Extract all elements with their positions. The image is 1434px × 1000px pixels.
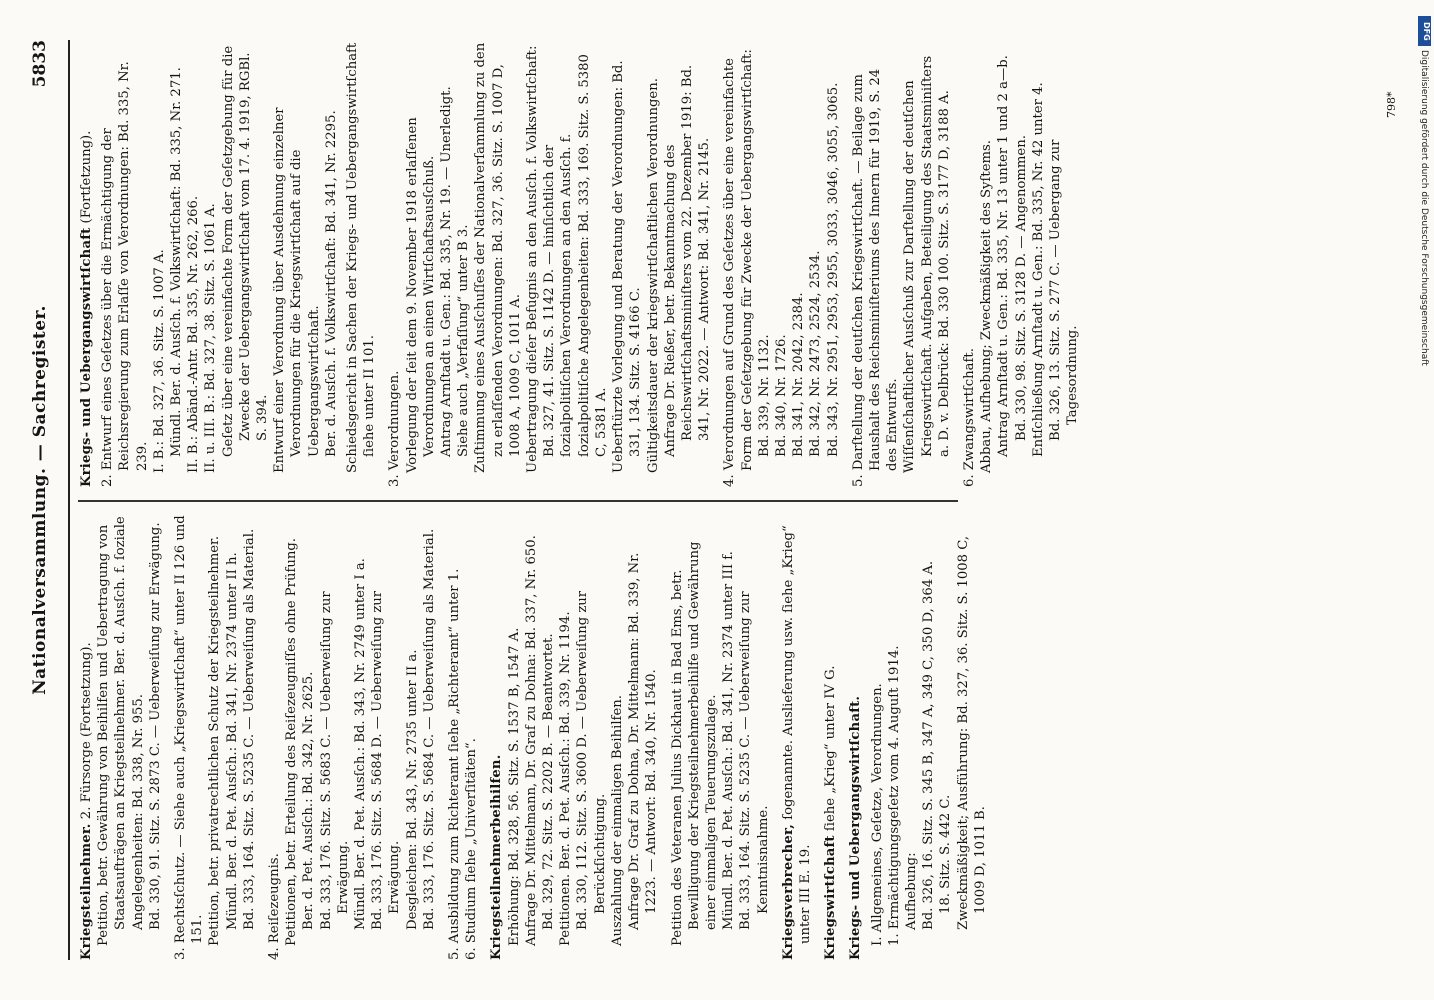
index-entry <box>790 42 807 487</box>
index-entry <box>206 515 223 960</box>
index-entry <box>386 42 403 487</box>
index-entry <box>847 515 864 960</box>
entry-text: Bd. 343, Nr. 2951, 2953, 2955, 3033, 3046, 3055, 3065. <box>825 82 841 457</box>
index-entry <box>756 42 773 487</box>
index-entry <box>283 515 300 960</box>
index-entry <box>961 42 978 487</box>
index-entry <box>1013 42 1030 487</box>
index-entry <box>271 42 323 487</box>
entry-text: ſiehe „Krieg“ unter IV G. <box>823 665 839 836</box>
entry-text: 5. Ausbildung zum Richteramt ſiehe „Richteramt“ unter 1. <box>447 568 463 960</box>
index-entry <box>488 515 505 960</box>
entry-text: Ueberſtürzte Vorlegung und Beratung der Verordnungen: Bd. 331, 134. Sitz. S. 4166 C. <box>611 60 644 473</box>
entry-text: Bd. 333, 176. Sitz. S. 5684 C. — Ueberweiſung als Material. <box>421 528 437 930</box>
entry-text: Bd. 333, 176. Sitz. S. 5683 C. — Ueberweiſung zur Erwägung. <box>318 591 351 930</box>
entry-text: 5. Darſtellung der deutſchen Kriegswirtſchaft. — Beilage zum Haushalt des Reichsminiſteriums des Innern für 1919, S. 24 des Entwurfs. <box>850 68 901 487</box>
index-entry <box>344 42 378 487</box>
entry-text: Aufhebung: <box>903 852 919 930</box>
digitization-note <box>1418 10 1432 990</box>
entry-text: Bd. 342, Nr. 2473, 2524, 2534. <box>808 250 824 457</box>
index-entry <box>318 515 352 960</box>
spacer <box>814 515 822 960</box>
entry-keyword: Kriegsteilnehmerbeihilfen. <box>489 754 505 960</box>
entry-text: II. B.: Abänd.-Antr. Bd. 335, Nr. 262, 266. <box>186 195 202 473</box>
entry-text: Anfrage Dr. Mittelmann, Dr. Graf zu Dohna: Bd. 337, Nr. 650. <box>523 535 539 946</box>
index-entry <box>438 42 455 487</box>
entry-text: Bd. 333, 164. Sitz. S. 5235 C. — Ueberweiſung zur Kenntnisnahme. <box>738 591 771 930</box>
index-entry <box>185 42 202 487</box>
entry-text: 1. Ermächtigungsgeſetz vom 4. Auguſt 1914. <box>886 645 902 946</box>
index-entry <box>825 42 842 487</box>
entry-text: Petition, betr. privatrechtlichen Schutz der Kriegsteilnehmer. <box>207 535 223 946</box>
entry-text: Anfrage Dr. Rießer, betr. Bekanntmachung des Reichswirtſchaftsminiſters vom 22. Dezember 1919: Bd. 341, Nr. 2022. — Antwort: Bd. 341, Nr. 2145. <box>662 64 713 457</box>
entry-text: Uebertragung dieſer Befugnis an den Ausſch. f. Volkswirtſchaft: Bd. 327, 41. Sitz. S. 1142 D. — hinſichtlich der ſozialpolitiſchen Verordnungen an den Ausſch. f. ſozialpolitiſche Angelegenheiten: Bd. 333, 169. Sitz. S. 5380 C, 5381 A. <box>525 45 609 473</box>
index-entry <box>669 515 721 960</box>
index-entry <box>850 42 902 487</box>
index-entry <box>168 42 185 487</box>
entry-text: Auszahlung der einmaligen Beihilfen. <box>609 695 625 946</box>
entry-text: Bd. 340, Nr. 1726. <box>773 334 789 457</box>
index-entry <box>202 42 219 487</box>
index-entry <box>610 42 644 487</box>
entry-text: Mündl. Ber. d. Pet. Ausſch.: Bd. 341, Nr. 2374 unter III f. <box>721 551 737 930</box>
entry-text: Desgleichen: Bd. 343, Nr. 2735 unter II a. <box>404 649 420 930</box>
entry-text: Petitionen, betr. Erteilung des Reiſezeugniſſes ohne Prüfung. <box>284 538 300 946</box>
index-entry <box>645 42 662 487</box>
entry-text: Entſchließung Arnſtadt u. Gen.: Bd. 335, Nr. 42 unter 4. <box>1030 82 1046 457</box>
rotated-document-page <box>10 20 1395 970</box>
entry-text: Anfrage Dr. Graf zu Dohna, Dr. Mittelmann: Bd. 339, Nr. 1223. — Antwort: Bd. 340, Nr. 1540. <box>627 552 660 930</box>
spacer <box>661 515 669 960</box>
index-entry <box>78 42 95 487</box>
index-entry <box>807 42 824 487</box>
index-entry <box>300 515 317 960</box>
right-column <box>78 42 1081 487</box>
index-entry <box>886 515 903 960</box>
entry-text: 4. Verordnungen auf Grund des Geſetzes über eine vereinfachte Form der Geſetzgebung für Zwecke der Uebergangswirtſchaft: <box>722 49 755 487</box>
index-entry <box>352 515 369 960</box>
entry-text: Bd. 333, 176. Sitz. S. 5684 D. — Ueberweiſung zur Erwägung. <box>370 590 403 930</box>
index-entry <box>609 515 626 960</box>
index-entry <box>404 42 438 487</box>
index-entry <box>506 515 523 960</box>
entry-text: Vorlegung der ſeit dem 9. November 1918 erlaſſenen Verordnungen an einen Wirtſchaftsausſchuß. <box>404 117 437 473</box>
column-divider <box>78 501 958 503</box>
entry-text: Bd. 330, 112. Sitz. S. 3600 D. — Ueberweiſung zur Berückſichtigung. <box>575 590 608 930</box>
entry-text: 2. Entwurf eines Geſetzes über die Ermächtigung der Reichsregierung zum Erlaſſe von Verordnungen: Bd. 335, Nr. 239. <box>100 61 150 487</box>
footer-number: 798* <box>1385 91 1398 118</box>
index-entry <box>99 42 151 487</box>
index-entry <box>937 515 954 960</box>
index-entry <box>147 515 164 960</box>
index-entry <box>780 515 814 960</box>
entry-text: Bd. 333, 164. Sitz. S. 5235 C. — Ueberweiſung als Material. <box>241 528 257 930</box>
index-entry <box>920 515 937 960</box>
index-entry <box>574 515 608 960</box>
spacer <box>772 515 780 960</box>
index-entry <box>978 42 995 487</box>
entry-text: Entwurf einer Verordnung über Ausdehnung einzelner Verordnungen für die Kriegswirtſchaft auf die Uebergangswirtſchaft. <box>272 107 322 473</box>
index-entry <box>955 515 989 960</box>
index-entry <box>463 515 480 960</box>
entry-text: Geſetz über eine vereinfachte Form der Geſetzgebung für die Zwecke der Uebergangswirtſchaft vom 17. 4. 1919, RGBl. S. 394. <box>220 45 271 457</box>
page-header <box>18 40 70 960</box>
entry-text: Bd. 330, 91. Sitz. S. 2873 C. — Ueberweiſung zur Erwägung. <box>147 522 163 930</box>
entry-text: (Fortſetzung). <box>79 130 94 228</box>
spacer <box>839 515 847 960</box>
index-entry <box>523 515 540 960</box>
entry-text: Erhöhung: Bd. 328, 56. Sitz. S. 1537 B, 1547 A. <box>506 627 522 946</box>
index-entry <box>421 515 438 960</box>
entry-text: Petitionen. Ber. d. Pet. Ausſch.: Bd. 339, Nr. 1194. <box>558 611 574 946</box>
entry-keyword: Kriegswirtſchaft <box>823 835 839 960</box>
entry-text: Siehe auch „Verfaſſung“ unter B 3. <box>456 224 472 457</box>
index-entry <box>220 42 272 487</box>
entry-text: Zuſtimmung eines Ausſchuſſes der Nationalverſammlung zu den zu erlaſſenden Verordnungen: Bd. 327, 36. Sitz. S. 1007 D, 1008 A, 1009 C, 1011 A. <box>473 42 523 473</box>
index-entry <box>524 42 610 487</box>
entry-keyword: Kriegs- und Uebergangswirtſchaft. <box>848 695 864 960</box>
index-entry <box>557 515 574 960</box>
index-entry <box>404 515 421 960</box>
entry-text: 3. Verordnungen. <box>387 370 403 487</box>
index-entry <box>901 42 953 487</box>
entry-text: Antrag Arnſtadt u. Gen.: Bd. 335, Nr. 13 unter 1 und 2 a—b. <box>996 55 1012 457</box>
index-entry <box>78 515 95 960</box>
index-entry <box>95 515 147 960</box>
entry-text: Mündl. Ber. d. Ausſch. f. Volkswirtſchaft: Bd. 335, Nr. 271. <box>169 67 185 457</box>
index-entry <box>903 515 920 960</box>
entry-text: I. B.: Bd. 327, 36. Sitz. S. 1007 A. <box>151 249 167 473</box>
index-entry <box>662 42 714 487</box>
entry-keyword: Kriegsverbrecher, <box>780 823 796 960</box>
entry-text: I. Allgemeines, Geſetze, Verordnungen. <box>869 683 885 946</box>
entry-text: 4. Reiſezeugnis. <box>267 853 283 960</box>
index-entry <box>626 515 660 960</box>
index-entry <box>721 42 755 487</box>
spacer <box>164 515 172 960</box>
index-entry <box>995 42 1012 487</box>
entry-text: 6. Studium ſiehe „Univerſitäten“. <box>464 738 480 960</box>
index-entry <box>241 515 258 960</box>
index-entry <box>323 42 340 487</box>
index-entry <box>720 515 737 960</box>
entry-text: 6. Zwangswirtſchaft. <box>961 348 977 487</box>
index-entry <box>540 515 557 960</box>
index-entry <box>266 515 283 960</box>
entry-text: 18. Sitz. S. 442 C. <box>938 794 954 914</box>
spacer <box>378 42 386 487</box>
entry-text: Mündl. Ber. d. Pet. Ausſch.: Bd. 341, Nr. 2374 unter II h. <box>224 552 240 930</box>
index-entry <box>822 515 839 960</box>
entry-text: Mündl. Ber. d. Pet. Ausſch.: Bd. 343, Nr. 2749 unter I a. <box>353 558 369 930</box>
entry-text: ſogenannte. Auslieferung usw. ſiehe „Krieg“ unter III E. 19. <box>780 525 813 944</box>
entry-text: II. u. III. B.: Bd. 327, 38. Sitz. S. 1061 A. <box>203 203 219 473</box>
entry-text: Bd. 330, 98. Sitz. S. 3128 D. — Angenommen. <box>1013 135 1029 441</box>
index-entry <box>472 42 524 487</box>
index-entry <box>172 515 206 960</box>
entry-text: Petition des Veteranen Julius Dickhaut in Bad Ems, betr. Bewilligung der Kriegsteilnehmerbeihilfe und Gewährung einer einmaligen Teuerungszulage. <box>669 541 719 946</box>
page-title: Nationalversammlung. — Sachregister. <box>30 305 50 695</box>
index-entry <box>1030 42 1047 487</box>
entry-text: Bd. 326, 13. Sitz. S. 277 C. — Uebergang zur Tagesordnung. <box>1047 139 1081 441</box>
index-entry <box>737 515 771 960</box>
spacer <box>480 515 488 960</box>
entry-text: Wiſſenſchaftlicher Ausſchuß zur Darſtellung der deutſchen Kriegswirtſchaft. Aufgaben, Beteiligung des Staatsminiſters a. D. v. Delbrück: Bd. 330 100. Sitz. S. 3177 D, 3188 A. <box>902 55 952 473</box>
spacer <box>713 42 721 487</box>
entry-text: Zweckmäßigkeit; Ausführung: Bd. 327, 36. Sitz. S. 1008 C, 1009 D, 1011 B. <box>955 535 988 930</box>
entry-text: Bd. 341, Nr. 2042, 2384. <box>791 292 807 457</box>
index-entry <box>773 42 790 487</box>
index-entry <box>224 515 241 960</box>
left-column <box>78 515 989 960</box>
index-entry <box>151 42 168 487</box>
entry-text: Petition, betr. Gewährung von Beihilfen und Uebertragung von Staatsaufträgen an Kriegsteilnehmer. Ber. d. Ausſch. f. ſoziale Angelegenheiten: Bd. 338, Nr. 955. <box>96 516 146 946</box>
entry-text: Bd. 339, Nr. 1132. <box>756 334 772 457</box>
dfg-logo: DFG <box>1418 16 1431 46</box>
spacer <box>438 515 446 960</box>
entry-keyword: Kriegs- und Uebergangswirtſchaft <box>79 227 94 487</box>
page-number: 5833 <box>30 40 50 88</box>
spacer <box>842 42 850 487</box>
digitization-credit: Digitalisierung gefördert durch die Deutsche Forschungsgemeinschaft <box>1419 50 1429 366</box>
entry-text: 2. Fürsorge (Fortsetzung). <box>79 642 94 824</box>
index-entry <box>446 515 463 960</box>
index-entry <box>455 42 472 487</box>
index-entry <box>369 515 403 960</box>
entry-text: Bd. 329, 72. Sitz. S. 2202 B. — Beantwortet. <box>541 633 557 930</box>
entry-text: Abbau, Aufhebung; Zweckmäßigkeit des Syſtems. <box>979 140 995 473</box>
spacer <box>258 515 266 960</box>
entry-text: Ber. d. Ausſch. f. Volkswirtſchaft: Bd. 341, Nr. 2295. <box>323 110 339 457</box>
entry-text: Gültigkeitsdauer der kriegswirtſchaftlichen Verordnungen. <box>645 78 661 473</box>
spacer <box>953 42 961 487</box>
index-entry <box>1047 42 1081 487</box>
entry-text: Schiedsgericht in Sachen der Kriegs- und Uebergangswirtſchaft ſiehe unter II 101. <box>345 42 378 473</box>
entry-text: Bd. 326, 16. Sitz. S. 345 B, 347 A, 349 C, 350 D, 364 A. <box>921 560 937 930</box>
entry-text: Ber. d. Pet. Ausſch.: Bd. 342, Nr. 2625. <box>301 671 317 930</box>
entry-text: 3. Rechtsſchutz. — Siehe auch „Kriegswirtſchaft“ unter II 126 und 151. <box>173 515 206 960</box>
index-entry <box>869 515 886 960</box>
entry-text: Antrag Arnſtadt u. Gen.: Bd. 335, Nr. 19. — Unerledigt. <box>439 86 455 457</box>
entry-keyword: Kriegsteilnehmer. <box>79 823 94 960</box>
